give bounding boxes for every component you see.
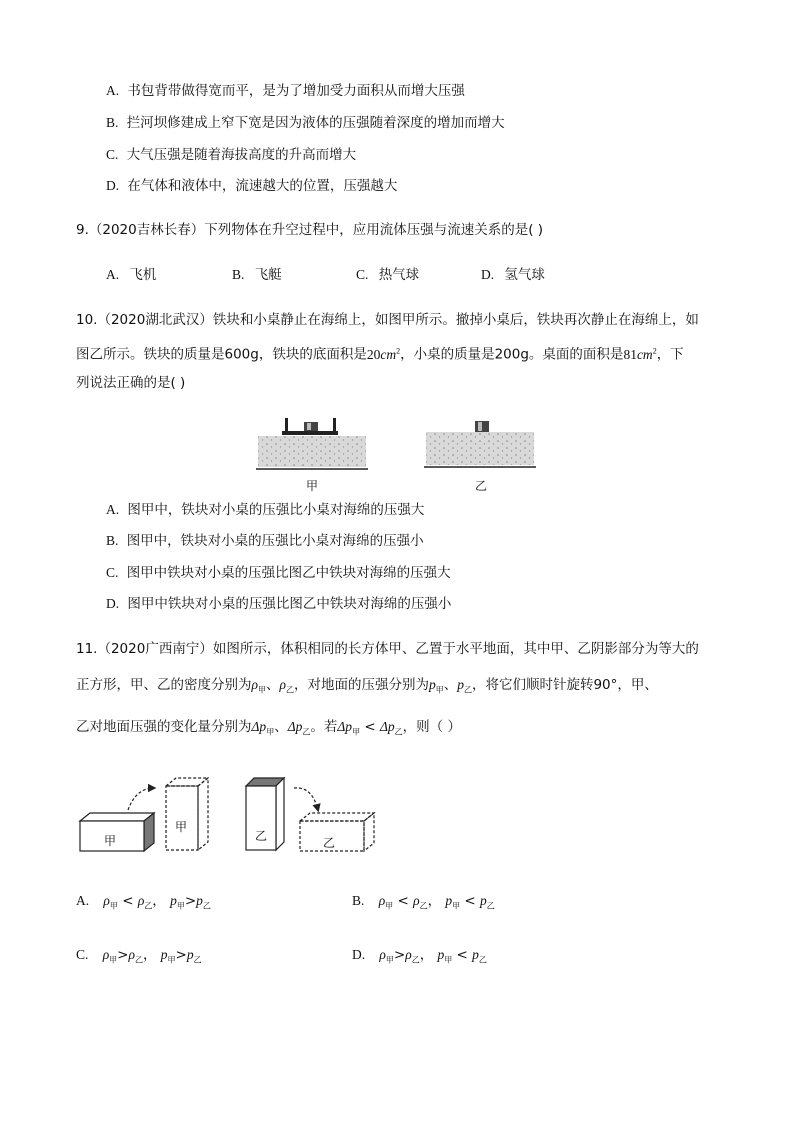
- stem-text: 图乙所示。铁块的质量是600g，铁块的底面积是: [76, 346, 367, 363]
- q10-stem-line2: [76, 342, 684, 364]
- p-symbol: p: [480, 893, 487, 908]
- option-label: B.: [106, 115, 119, 130]
- relation: >: [393, 947, 406, 963]
- subscript: 甲: [176, 901, 185, 911]
- q10-figure-yi: [424, 418, 536, 472]
- p-yi: [186, 947, 202, 965]
- q9-option-a[interactable]: [106, 266, 156, 284]
- q9-option-c[interactable]: [356, 266, 419, 284]
- rho-symbol: ρ: [413, 893, 420, 908]
- option-label: B.: [232, 267, 245, 282]
- sponge: [258, 436, 366, 467]
- delta-p-symbol: Δp: [287, 719, 303, 734]
- q10-stem-line3: 列说法正确的是( ): [76, 375, 186, 391]
- p-yi: [196, 893, 211, 911]
- p-jia: [445, 893, 461, 911]
- sponge: [426, 432, 534, 465]
- rho-symbol: ρ: [405, 947, 412, 962]
- option-label: A.: [106, 267, 120, 282]
- block-jia-label: 甲: [104, 834, 117, 848]
- option-label: C.: [106, 147, 119, 162]
- rho-yi: [137, 893, 153, 911]
- option-text: 图甲中铁块对小桌的压强比图乙中铁块对海绵的压强大: [126, 565, 451, 581]
- q10-stem-line1: 10.（2020湖北武汉）铁块和小桌静止在海绵上，如图甲所示。撤掉小桌后，铁块再次静止在海绵上，如: [76, 312, 699, 328]
- area-number: 20: [366, 346, 381, 362]
- q11-option-a[interactable]: [76, 892, 211, 916]
- p-jia: [437, 947, 453, 965]
- option-label: C.: [356, 267, 369, 282]
- p-yi: [472, 947, 487, 965]
- subscript: 乙: [463, 685, 472, 695]
- subscript: 甲: [266, 727, 275, 737]
- subscript: 甲: [444, 955, 453, 965]
- rho-yi: [405, 947, 420, 965]
- q9-option-b[interactable]: [232, 266, 282, 284]
- subscript: 甲: [109, 901, 118, 911]
- rho-symbol: ρ: [103, 893, 110, 908]
- stem-text: ，小桌的质量是200g。桌面的面积是: [400, 346, 624, 363]
- figure-caption-yi: 乙: [475, 479, 488, 493]
- option-text: 拦河坝修建成上窄下宽是因为液体的压强随着深度的增加而增大: [126, 115, 505, 131]
- q8-option-d[interactable]: [106, 177, 397, 195]
- option-label: D.: [352, 947, 366, 962]
- separator: 、: [265, 677, 280, 693]
- rotation-arrow: [128, 788, 154, 810]
- stem-text: ，则（ ）: [402, 719, 461, 735]
- p-symbol: p: [457, 677, 464, 692]
- option-label: A.: [106, 83, 120, 98]
- stem-text: 正方形，甲、乙的密度分别为: [76, 677, 252, 693]
- p-symbol: p: [445, 893, 453, 908]
- q10-option-c[interactable]: [106, 564, 451, 582]
- option-label: B.: [106, 533, 119, 548]
- subscript: 乙: [134, 955, 143, 965]
- area-unit: cm: [636, 346, 653, 362]
- q11-option-b[interactable]: [352, 892, 495, 916]
- delta-p-symbol: Δp: [337, 719, 353, 734]
- rho-jia: [379, 947, 394, 965]
- rho-jia: [103, 893, 118, 911]
- rho-jia: [378, 893, 394, 911]
- delta-p-symbol: Δp: [379, 719, 395, 734]
- rho-symbol: ρ: [251, 677, 258, 692]
- option-label: C.: [76, 947, 89, 962]
- option-text: 在气体和液体中，流速越大的位置，压强越大: [127, 178, 398, 194]
- rho-symbol: ρ: [137, 893, 145, 908]
- rho-yi: [128, 947, 143, 965]
- option-label: D.: [481, 267, 495, 282]
- area-exponent: 2: [652, 346, 657, 355]
- subscript: 乙: [486, 901, 495, 911]
- rotation-arrow: [294, 788, 318, 810]
- figure-caption-jia: 甲: [306, 479, 319, 493]
- subscript: 甲: [352, 727, 361, 737]
- option-text: 图甲中，铁块对小桌的压强比小桌对海绵的压强小: [126, 533, 424, 549]
- q11-option-d[interactable]: [352, 946, 487, 970]
- area-unit: cm: [380, 346, 397, 362]
- area-value-2: [623, 347, 656, 362]
- option-label: D.: [106, 596, 120, 611]
- p-symbol: p: [196, 893, 203, 908]
- rho-yi: [413, 893, 428, 911]
- relation: >: [175, 947, 187, 963]
- q11-option-c[interactable]: [76, 946, 202, 970]
- option-text: 飞机: [129, 267, 157, 283]
- subscript: 甲: [257, 685, 266, 695]
- q11-stem-line3: [76, 718, 461, 742]
- table-leg: [333, 418, 336, 432]
- subscript: 甲: [452, 901, 461, 911]
- block-jia-horizontal: [80, 813, 154, 851]
- rho-symbol: ρ: [279, 677, 286, 692]
- subscript: 乙: [202, 901, 211, 911]
- stem-text: ，对地面的压强分别为: [293, 677, 429, 693]
- rho-symbol: ρ: [128, 947, 135, 962]
- p-symbol: p: [186, 947, 194, 962]
- option-label: C.: [106, 565, 119, 580]
- relation: <: [456, 947, 468, 963]
- option-label: B.: [352, 893, 365, 908]
- option-text: 图甲中，铁块对小桌的压强比小桌对海绵的压强大: [127, 502, 425, 518]
- separator: ，: [427, 893, 442, 909]
- delta-p-yi: [287, 719, 311, 737]
- relation: <: [464, 893, 476, 909]
- separator: 、: [443, 677, 458, 693]
- p-yi: [457, 677, 472, 695]
- stem-text: ，将它们顺时针旋转90°，甲、: [471, 677, 658, 693]
- rho-jia: [251, 677, 266, 695]
- option-text: 氢气球: [504, 267, 545, 283]
- separator: ，: [142, 947, 157, 963]
- table-leg: [285, 418, 288, 432]
- subscript: 乙: [419, 901, 428, 911]
- option-label: D.: [106, 178, 120, 193]
- q8-option-c[interactable]: [106, 146, 356, 164]
- p-symbol: p: [437, 947, 445, 962]
- q10-option-a[interactable]: [106, 501, 424, 519]
- area-value-1: [367, 347, 400, 362]
- delta-p-jia: [251, 719, 275, 737]
- p-symbol: p: [472, 947, 479, 962]
- separator: ，: [152, 893, 166, 909]
- option-text: 大气压强是随着海拔高度的升高而增大: [126, 147, 357, 163]
- delta-p-symbol: Δp: [251, 719, 267, 734]
- rotated-jia-label: 甲: [175, 820, 188, 834]
- subscript: 乙: [144, 901, 153, 911]
- separator: ，: [419, 947, 434, 963]
- q10-option-b[interactable]: [106, 532, 424, 550]
- q9-stem: 9.（2020吉林长春）下列物体在升空过程中，应用流体压强与流速关系的是( ): [76, 222, 544, 238]
- stem-text: ，下: [656, 346, 684, 363]
- block-yi-horizontal: [300, 813, 374, 851]
- subscript: 甲: [435, 685, 444, 695]
- less-than: <: [360, 719, 380, 735]
- subscript: 甲: [109, 955, 118, 965]
- p-symbol: p: [428, 677, 436, 692]
- q11-stem-line1: 11.（2020广西南宁）如图所示，体积相同的长方体甲、乙置于水平地面，其中甲、乙阴影部分为等大的: [76, 641, 699, 657]
- rho-yi: [279, 677, 294, 695]
- q9-option-d[interactable]: [481, 266, 545, 284]
- subscript: 乙: [394, 727, 403, 737]
- block-jia-vertical: [166, 778, 208, 850]
- area-exponent: 2: [396, 346, 401, 355]
- q10-option-d[interactable]: [106, 595, 451, 613]
- rotated-yi-label: 乙: [323, 836, 336, 850]
- q11-figure-jia: [78, 776, 218, 856]
- p-jia: [160, 947, 176, 965]
- relation: >: [117, 947, 129, 963]
- condition-lhs: [337, 719, 361, 737]
- option-label: A.: [76, 893, 90, 908]
- relation: <: [397, 893, 409, 909]
- option-text: 书包背带做得宽而平，是为了增加受力面积从而增大压强: [127, 83, 465, 99]
- stem-text: 。若: [310, 719, 338, 735]
- rho-jia: [102, 947, 118, 965]
- subscript: 甲: [167, 955, 176, 965]
- option-text: 图甲中铁块对小桌的压强比图乙中铁块对海绵的压强小: [127, 596, 452, 612]
- option-text: 热气球: [378, 267, 420, 283]
- subscript: 乙: [478, 955, 487, 965]
- p-jia: [170, 893, 185, 911]
- condition-rhs: [379, 719, 403, 737]
- block-yi-label: 乙: [255, 829, 268, 843]
- table-top: [282, 431, 338, 435]
- option-text: 飞艇: [254, 267, 282, 283]
- q8-option-a[interactable]: [106, 82, 465, 100]
- q11-stem-line2: [76, 676, 658, 700]
- relation: >: [184, 893, 197, 909]
- relation: <: [122, 893, 134, 909]
- q8-option-b[interactable]: [106, 114, 505, 132]
- q11-figure-yi: [244, 776, 384, 856]
- p-symbol: p: [170, 893, 177, 908]
- subscript: 乙: [193, 955, 202, 965]
- p-symbol: p: [160, 947, 168, 962]
- rho-symbol: ρ: [379, 947, 386, 962]
- subscript: 乙: [302, 727, 311, 737]
- rho-symbol: ρ: [102, 947, 110, 962]
- stem-text: 乙对地面压强的变化量分别为: [76, 719, 252, 735]
- subscript: 甲: [385, 901, 394, 911]
- p-yi: [480, 893, 495, 911]
- separator: 、: [274, 719, 288, 735]
- option-label: A.: [106, 502, 120, 517]
- subscript: 乙: [285, 685, 294, 695]
- subscript: 乙: [411, 955, 420, 965]
- subscript: 甲: [385, 955, 394, 965]
- rho-symbol: ρ: [378, 893, 386, 908]
- p-jia: [428, 677, 444, 695]
- q10-figure-jia: [256, 414, 368, 474]
- area-number: 81: [623, 346, 637, 362]
